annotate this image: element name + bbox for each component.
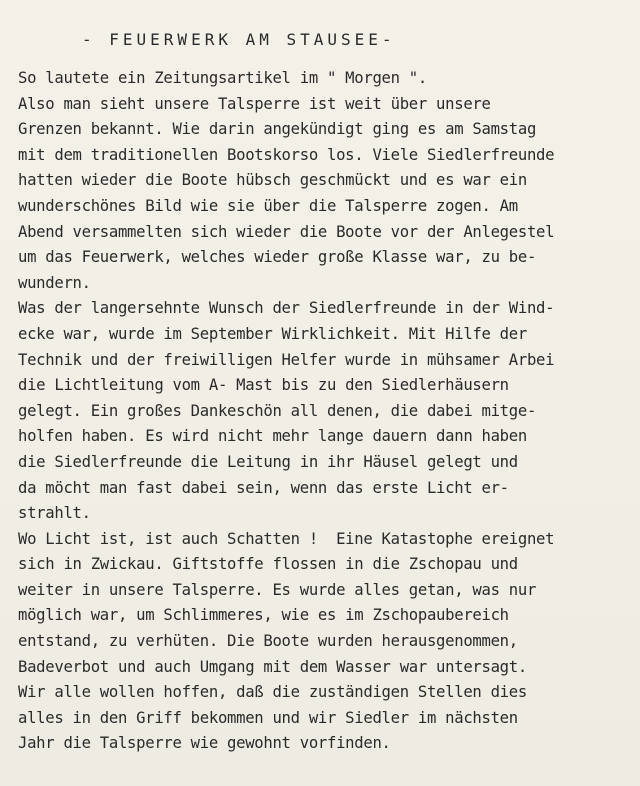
text-line: gelegt. Ein großes Dankeschön all denen, die dabei mitge- [18, 401, 537, 420]
text-line: Abend versammelten sich wieder die Boote vor der Anlegestel [18, 222, 555, 241]
text-line: holfen haben. Es wird nicht mehr lange dauern dann haben [18, 427, 527, 446]
text-line: So lautete ein Zeitungsartikel im " Morgen ". [18, 69, 427, 87]
text-line: Wo Licht ist, ist auch Schatten ! Eine Katastophe ereignet [18, 529, 555, 548]
text-line: die Siedlerfreunde die Leitung in ihr Häusel gelegt und [18, 452, 518, 471]
text-line: wunderschönes Bild wie sie über die Talsperre zogen. Am [18, 196, 518, 215]
document-body [18, 66, 554, 757]
document-title: - FEUERWERK AM STAUSEE- [82, 30, 396, 49]
text-line: ecke war, wurde im September Wirklichkeit. Mit Hilfe der [18, 324, 527, 343]
text-line: um das Feuerwerk, welches wieder große Klasse war, zu be- [18, 248, 537, 267]
text-line: die Lichtleitung vom A- Mast bis zu den Siedlerhäusern [18, 376, 509, 395]
text-line: Badeverbot und auch Umgang mit dem Wasser war untersagt. [18, 657, 527, 676]
text-line: Technik und der freiwilligen Helfer wurde in mühsamer Arbei [18, 350, 555, 369]
text-line: strahlt. [18, 504, 91, 523]
text-line: wundern. [18, 273, 91, 292]
text-line: weiter in unsere Talsperre. Es wurde alles getan, was nur [18, 580, 537, 599]
text-line: möglich war, um Schlimmeres, wie es im Zschopaubereich [18, 606, 509, 625]
text-line: Also man sieht unsere Talsperre ist weit über unsere [18, 94, 491, 113]
text-line: entstand, zu verhüten. Die Boote wurden herausgenommen, [18, 632, 518, 651]
text-line: alles in den Griff bekommen und wir Siedler im nächsten [18, 708, 518, 727]
text-line: sich in Zwickau. Giftstoffe flossen in die Zschopau und [18, 555, 518, 574]
text-line: Grenzen bekannt. Wie darin angekündigt ging es am Samstag [18, 120, 537, 139]
text-line: da möcht man fast dabei sein, wenn das erste Licht er- [18, 478, 509, 497]
text-line: hatten wieder die Boote hübsch geschmückt und es war ein [18, 171, 527, 190]
text-line: Wir alle wollen hoffen, daß die zuständigen Stellen dies [18, 683, 527, 702]
text-line: mit dem traditionellen Bootskorso los. Viele Siedlerfreunde [18, 145, 555, 164]
text-line: Jahr die Talsperre wie gewohnt vorfinden. [18, 734, 391, 753]
text-line: Was der langersehnte Wunsch der Siedlerfreunde in der Wind- [18, 299, 555, 318]
